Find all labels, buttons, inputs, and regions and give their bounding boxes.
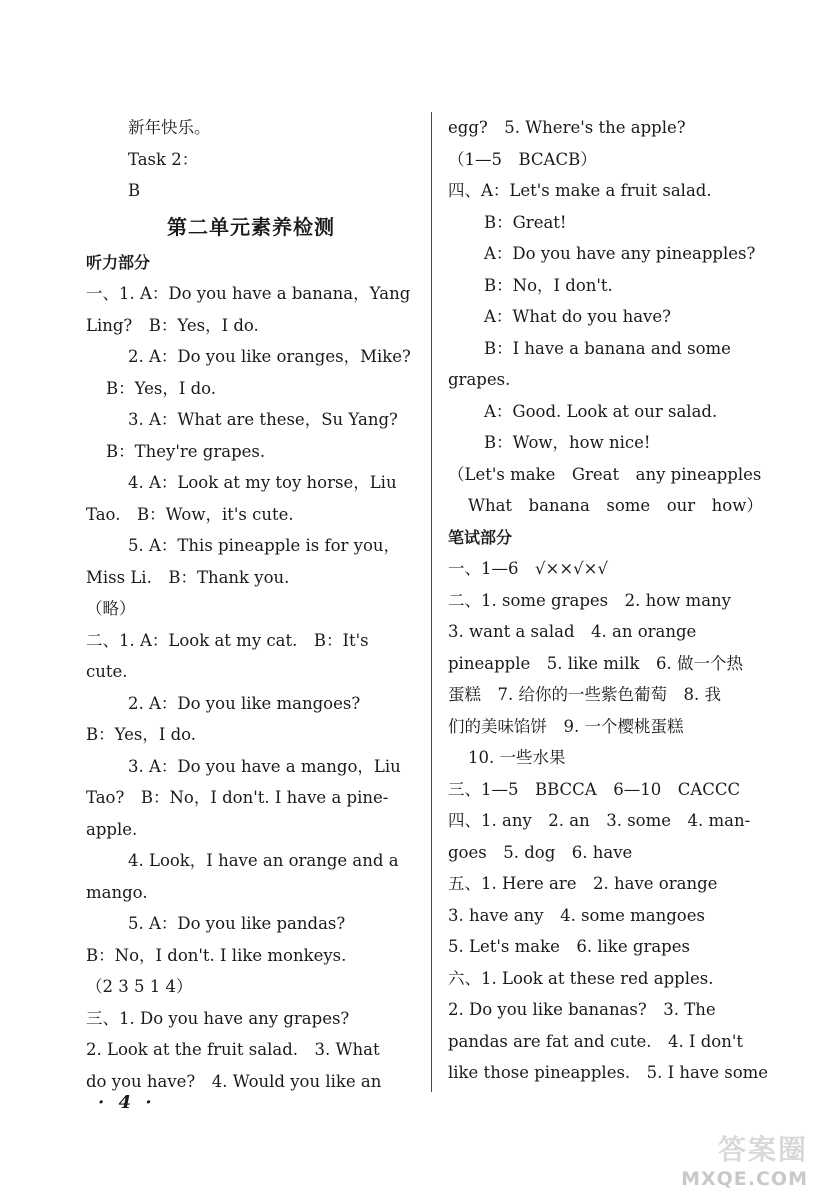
text-line: pineapple 5. like milk 6. 做一个热 (448, 653, 743, 673)
text-line: A：Do you have any pineapples? (484, 244, 756, 263)
text-line: 一、1. A：Do you have a banana，Yang (86, 284, 411, 303)
text-line: 3. want a salad 4. an orange (448, 622, 697, 641)
text-line: 一、1—6 √××√×√ (448, 559, 609, 578)
watermark (658, 1134, 808, 1190)
text-line: 3. A：Do you have a mango，Liu (128, 756, 401, 776)
text-line: 们的美味馅饼 9. 一个樱桃蛋糕 (448, 716, 684, 736)
text-line: 二、1. A：Look at my cat. B：It's (86, 630, 369, 650)
text-line: apple. (86, 819, 138, 839)
text-line: pandas are fat and cute. 4. I don't (448, 1031, 744, 1051)
text-line: Task 2： (128, 149, 199, 169)
text-line: Ling? B：Yes，I do. (86, 315, 259, 335)
column-divider (431, 112, 432, 1092)
text-line: A：What do you have? (484, 307, 671, 326)
text-line: do you have? 4. Would you like an (86, 1071, 382, 1091)
text-line: like those pineapples. 5. I have some (448, 1063, 769, 1082)
watermark-logo: 答案圈 (717, 1133, 808, 1166)
text-line: 2. A：Do you like oranges，Mike? (128, 347, 411, 366)
text-line: Tao? B：No，I don't. I have a pine- (86, 788, 389, 807)
text-line: 2. Look at the fruit salad. 3. What (86, 1040, 380, 1059)
text-line: （Let's make Great any pineapples (448, 464, 762, 484)
text-line: 2. A：Do you like mangoes? (128, 693, 361, 713)
text-line: B：No，I don't. I like monkeys. (86, 945, 347, 965)
text-line: A：Good. Look at our salad. (484, 401, 718, 421)
text-line: 5. A：This pineapple is for you， (128, 536, 401, 555)
text-line: 10. 一些水果 (468, 748, 566, 767)
right-column (448, 112, 778, 1089)
text-line: Miss Li. B：Thank you. (86, 567, 290, 587)
page-number: · 4 · (98, 1092, 156, 1113)
unit-title: 第二单元素养检测 (167, 214, 335, 239)
text-line: 5. Let's make 6. like grapes (448, 937, 690, 956)
text-line: B：Wow，how nice! (484, 433, 651, 452)
text-line: B：I have a banana and some (484, 338, 731, 358)
text-line: 4. A：Look at my toy horse，Liu (128, 473, 397, 492)
watermark-site: MXQE.COM (681, 1168, 808, 1190)
text-line: B：They're grapes. (106, 441, 266, 461)
text-line: 2. Do you like bananas? 3. The (448, 1000, 716, 1019)
text-line: What banana some our how） (468, 496, 763, 515)
text-line: 5. A：Do you like pandas? (128, 914, 346, 933)
section-heading-written: 笔试部分 (448, 527, 513, 547)
text-line: 五、1. Here are 2. have orange (448, 874, 718, 893)
text-line: 六、1. Look at these red apples. (448, 968, 714, 988)
text-line: 二、1. some grapes 2. how many (448, 590, 731, 610)
text-line: 3. A：What are these，Su Yang? (128, 410, 398, 429)
text-line: B：Yes，I do. (106, 378, 217, 398)
text-line: （略） (86, 599, 136, 618)
text-line: 四、1. any 2. an 3. some 4. man- (448, 811, 751, 830)
text-line: cute. (86, 662, 128, 681)
text-line: 三、1. Do you have any grapes? (86, 1008, 350, 1028)
text-line: Tao. B：Wow，it's cute. (86, 504, 294, 524)
text-line: mango. (86, 882, 148, 902)
text-line: 三、1—5 BBCCA 6—10 CACCC (448, 779, 741, 799)
text-line: B (128, 181, 141, 200)
text-line: （1—5 BCACB） (448, 149, 597, 169)
text-line: B：Yes，I do. (86, 725, 197, 744)
left-column (86, 112, 416, 1097)
text-line: 3. have any 4. some mangoes (448, 905, 705, 925)
text-line: B：No，I don't. (484, 275, 613, 295)
text-line: 4. Look，I have an orange and a (128, 851, 399, 870)
section-heading-listening: 听力部分 (86, 252, 151, 272)
text-line: 新年快乐。 (128, 118, 211, 137)
text-line: （2 3 5 1 4） (86, 977, 193, 996)
text-line: grapes. (448, 370, 511, 389)
text-line: 蛋糕 7. 给你的一些紫色葡萄 8. 我 (448, 685, 721, 704)
text-line: goes 5. dog 6. have (448, 842, 633, 862)
text-line: B：Great! (484, 212, 567, 232)
text-line: 四、A：Let's make a fruit salad. (448, 181, 712, 200)
text-line: egg? 5. Where's the apple? (448, 118, 686, 137)
